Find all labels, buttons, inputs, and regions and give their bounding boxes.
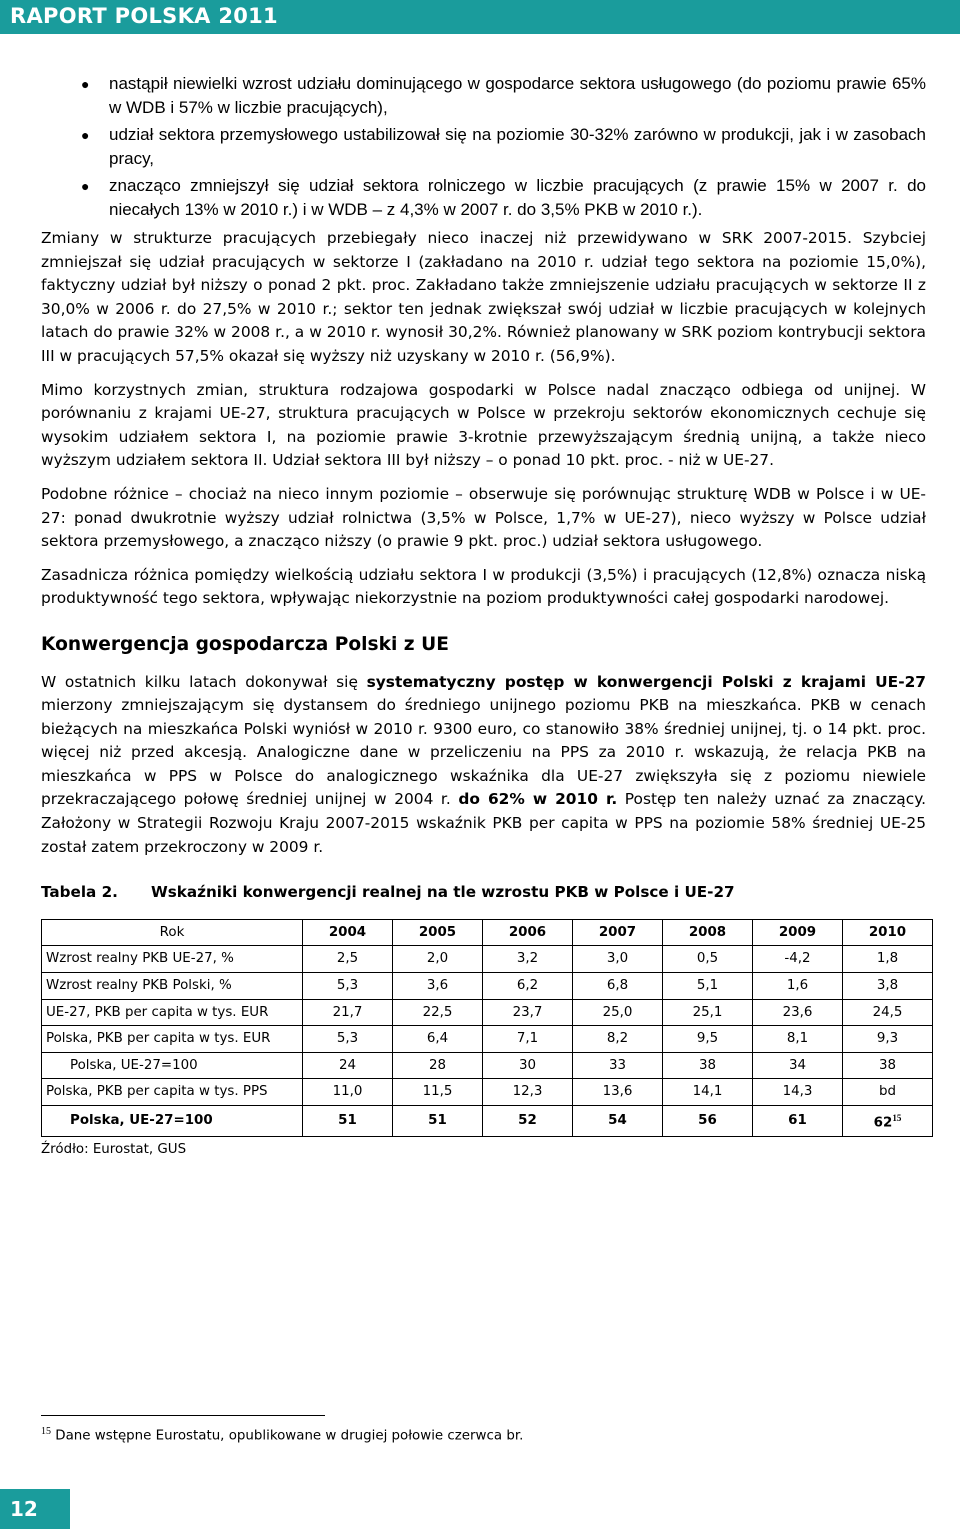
table-cell xyxy=(573,1079,663,1106)
cell-value: 38 xyxy=(878,1057,897,1073)
table-row xyxy=(42,973,933,1000)
text-run: Postęp ten należy uznać za znaczący. Założony w Strategii Rozwoju Kraju 2007-2015 wskaźnik PKB per capita w PPS na poziomie 58% średniej UE-25 został zatem przekroczony w 2009 r. xyxy=(41,790,926,856)
cell-value: 33 xyxy=(608,1057,627,1073)
table-cell xyxy=(663,946,753,973)
table-source: Źródło: Eurostat, GUS xyxy=(41,1142,187,1158)
table-title: Wskaźniki konwergencji realnej na tle wzrostu PKB w Polsce i UE-27 xyxy=(151,883,735,902)
cell-value: 14,3 xyxy=(782,1084,813,1100)
table-cell xyxy=(303,1026,393,1053)
table-cell xyxy=(573,1052,663,1079)
paragraph xyxy=(41,671,926,860)
table-cell xyxy=(663,1026,753,1053)
table-cell xyxy=(663,999,753,1026)
list-item xyxy=(41,72,926,120)
table-cell xyxy=(753,999,843,1026)
table-cell xyxy=(483,1052,573,1079)
cell-value: -4,2 xyxy=(784,951,811,967)
bold-text: systematyczny postęp w konwergencji Polski z krajami UE-27 xyxy=(366,672,926,691)
table-cell xyxy=(843,1079,933,1106)
cell-value: 7,1 xyxy=(516,1031,539,1047)
table-row xyxy=(42,946,933,973)
table-cell xyxy=(663,973,753,1000)
table-cell xyxy=(303,973,393,1000)
bullet-icon: ● xyxy=(81,76,90,92)
bullet-icon: ● xyxy=(81,178,90,194)
paragraph: Zmiany w strukturze pracujących przebiegały nieco inaczej niż przewidywano w SRK 2007-2015. Szybciej zmniejszał się udział pracujących w sektorze I (zakładano na 2010 r. udział tego sektora na poziomie 15,0%), faktyczny udział był niższy o ponad 2 pkt. proc. Zakładano także zmniejszenie udziału pracujących w sektorze II z 30,0% w 2006 r. do 27,5% w 2010 r.; sektor ten jednak zwiększał swój udział w liczbie pracujących w kolejnych latach do prawie 32% w 2008 r., a w 2010 r. wynosił 30,2%. Również planowany w SRK poziom kontrybucji sektora III w pracujących 57,5% okazał się wyższy niż uzyskany w 2010 r. (56,9%). xyxy=(41,229,926,365)
cell-value: 12,3 xyxy=(512,1084,543,1100)
table-cell xyxy=(303,999,393,1026)
cell-value: 54 xyxy=(608,1113,627,1129)
table-row xyxy=(42,1106,933,1137)
table-row xyxy=(42,999,933,1026)
cell-value: 23,6 xyxy=(782,1004,813,1020)
cell-value: 24 xyxy=(338,1057,357,1073)
cell-value: 34 xyxy=(788,1057,807,1073)
cell-value: 8,2 xyxy=(606,1031,629,1047)
header-cell: 2008 xyxy=(663,919,753,946)
cell-value: 6,8 xyxy=(606,978,629,994)
cell-value: 1,8 xyxy=(876,951,899,967)
cell-value: 28 xyxy=(428,1057,447,1073)
table-cell xyxy=(393,973,483,1000)
table-cell xyxy=(843,1026,933,1053)
table-cell xyxy=(483,1026,573,1053)
cell-value: 13,6 xyxy=(602,1084,633,1100)
cell-value: 30 xyxy=(518,1057,537,1073)
cell-value: 5,3 xyxy=(336,1031,359,1047)
cell-value: 6,2 xyxy=(516,978,539,994)
cell-value: 2,0 xyxy=(426,951,449,967)
footnote xyxy=(41,1426,523,1443)
header-cell: 2010 xyxy=(843,919,933,946)
header-bar xyxy=(0,0,960,34)
bullet-icon: ● xyxy=(81,127,90,143)
header-cell: 2006 xyxy=(483,919,573,946)
cell-value: 24,5 xyxy=(872,1004,903,1020)
document-body xyxy=(41,72,926,1162)
cell-value: 11,0 xyxy=(332,1084,363,1100)
table-cell xyxy=(393,1052,483,1079)
data-table xyxy=(41,919,933,1137)
bullet-text: udział sektora przemysłowego ustabilizował się na poziomie 30-32% zarówno w produkcji, jak i w zasobach pracy, xyxy=(109,125,926,168)
cell-value: bd xyxy=(879,1084,896,1100)
cell-value: 3,0 xyxy=(606,951,629,967)
cell-value: 56 xyxy=(698,1113,717,1129)
cell-value: 51 xyxy=(428,1113,447,1129)
row-label: UE-27, PKB per capita w tys. EUR xyxy=(42,999,303,1026)
cell-value: 38 xyxy=(698,1057,717,1073)
bullet-text: nastąpił niewielki wzrost udziału dominującego w gospodarce sektora usługowego (do poziomu prawie 65% w WDB i 57% w liczbie pracujących), xyxy=(109,74,926,117)
table-cell xyxy=(843,973,933,1000)
table-row xyxy=(42,1079,933,1106)
table-header-row xyxy=(42,919,933,946)
table-cell xyxy=(663,1079,753,1106)
row-label: Wzrost realny PKB UE-27, % xyxy=(42,946,303,973)
header-cell: Rok xyxy=(42,919,303,946)
table-cell xyxy=(303,1106,393,1137)
cell-value: 25,1 xyxy=(692,1004,723,1020)
table-row xyxy=(42,1026,933,1053)
cell-value: 22,5 xyxy=(422,1004,453,1020)
page-number-box xyxy=(0,1489,70,1529)
page-number: 12 xyxy=(10,1497,38,1521)
row-label: Polska, PKB per capita w tys. PPS xyxy=(42,1079,303,1106)
table-cell xyxy=(753,973,843,1000)
table-cell xyxy=(573,973,663,1000)
cell-value: 3,8 xyxy=(876,978,899,994)
cell-value: 14,1 xyxy=(692,1084,723,1100)
table-cell xyxy=(843,1106,933,1137)
table-cell xyxy=(393,1026,483,1053)
paragraph: Zasadnicza różnica pomiędzy wielkością udziału sektora I w produkcji (3,5%) i pracujących (12,8%) oznacza niską produktywność tego sektora, wpływając niekorzystnie na poziom produktywności całej gospodarki narodowej. xyxy=(41,565,926,608)
cell-value: 0,5 xyxy=(696,951,719,967)
cell-value: 9,5 xyxy=(696,1031,719,1047)
table-row xyxy=(42,1052,933,1079)
table-cell xyxy=(753,1079,843,1106)
table-cell xyxy=(843,946,933,973)
section-heading: Konwergencja gospodarcza Polski z UE xyxy=(41,633,449,655)
table-cell xyxy=(393,999,483,1026)
header-cell: 2009 xyxy=(753,919,843,946)
row-label: Polska, PKB per capita w tys. EUR xyxy=(42,1026,303,1053)
table-cell xyxy=(753,1052,843,1079)
row-label: Polska, UE-27=100 xyxy=(42,1052,303,1079)
cell-value: 1,6 xyxy=(786,978,809,994)
row-label: Wzrost realny PKB Polski, % xyxy=(42,973,303,1000)
paragraph: Mimo korzystnych zmian, struktura rodzajowa gospodarki w Polsce nadal znacząco odbiega od unijnej. W porównaniu z krajami UE-27, struktura pracujących w Polsce w przekroju sektorów ekonomicznych cechuje się wysokim udziałem sektora I, na poziomie prawie 3-krotnie przewyższającym średnią unijną, a także nieco wyższym udziałem sektora II. Udział sektora III był niższy – o ponad 10 pkt. proc. - niż w UE-27. xyxy=(41,380,926,470)
list-item xyxy=(41,174,926,222)
table-number: Tabela 2. xyxy=(41,883,118,902)
footnote-divider xyxy=(41,1415,325,1416)
table-cell xyxy=(303,946,393,973)
text-run: mierzony zmniejszającym się dystansem do średniego unijnego poziomu PKB na mieszkańca. PKB w cenach bieżących na mieszkańca Polski wyniósł w 2010 r. 9300 euro, co stanowiło 38% średniej unijnej, tj. o 14 pkt. proc. więcej niż przed akcesją. Analogiczne dane w przeliczeniu na PPS za 2010 r. wskazują, że relacja PKB na mieszkańca w PPS w Polsce do analogicznego wskaźnika dla UE-27 zwiększyła się z poziomu niewiele przekraczającego połowę średniej unijnej w 2004 r. xyxy=(41,696,926,809)
table-cell xyxy=(573,999,663,1026)
bullet-list xyxy=(41,72,926,222)
paragraph: Podobne różnice – chociaż na nieco innym poziomie – obserwuje się porównując strukturę WDB w Polsce i w UE-27: ponad dwukrotnie wyższy udział rolnictwa (3,5% w Polsce, 1,7% w UE-27), nieco wyższy w Polsce udział sektora przemysłowego, a znacząco niższy (o prawie 9 pkt. proc.) udział sektora usługowego. xyxy=(41,484,926,551)
cell-value: 8,1 xyxy=(786,1031,809,1047)
cell-value: 62 xyxy=(873,1115,893,1131)
cell-value: 23,7 xyxy=(512,1004,543,1020)
footnote-ref: 15 xyxy=(892,1113,902,1123)
cell-value: 5,1 xyxy=(696,978,719,994)
cell-value: 21,7 xyxy=(332,1004,363,1020)
table-cell xyxy=(393,1079,483,1106)
cell-value: 2,5 xyxy=(336,951,359,967)
cell-value: 3,2 xyxy=(516,951,539,967)
cell-value: 6,4 xyxy=(426,1031,449,1047)
table-cell xyxy=(753,1026,843,1053)
table-cell xyxy=(843,1052,933,1079)
cell-value: 51 xyxy=(338,1113,357,1129)
header-cell: 2004 xyxy=(303,919,393,946)
table-cell xyxy=(303,1079,393,1106)
cell-value: 9,3 xyxy=(876,1031,899,1047)
table-cell xyxy=(663,1052,753,1079)
table-cell xyxy=(483,999,573,1026)
bold-text: do 62% w 2010 r. xyxy=(458,790,618,809)
list-item xyxy=(41,123,926,171)
table-body xyxy=(42,946,933,1137)
table-cell xyxy=(483,973,573,1000)
bullet-text: znacząco zmniejszył się udział sektora rolniczego w liczbie pracujących (z prawie 15% w 2007 r. do niecałych 13% w 2010 r.) i w WDB – z 4,3% w 2007 r. do 3,5% PKB w 2010 r.). xyxy=(109,176,926,219)
cell-value: 3,6 xyxy=(426,978,449,994)
table-cell xyxy=(753,946,843,973)
footnote-number: 15 xyxy=(41,1426,51,1437)
table-cell xyxy=(483,1079,573,1106)
table-cell xyxy=(753,1106,843,1137)
text-run: W ostatnich kilku latach dokonywał się xyxy=(41,672,367,691)
table-cell xyxy=(573,1106,663,1137)
table-cell xyxy=(573,1026,663,1053)
header-cell: 2005 xyxy=(393,919,483,946)
table-cell xyxy=(573,946,663,973)
cell-value: 5,3 xyxy=(336,978,359,994)
header-cell: 2007 xyxy=(573,919,663,946)
cell-value: 61 xyxy=(788,1113,807,1129)
table-cell xyxy=(483,1106,573,1137)
table-cell xyxy=(483,946,573,973)
cell-value: 11,5 xyxy=(422,1084,453,1100)
table-cell xyxy=(393,946,483,973)
table-cell xyxy=(303,1052,393,1079)
table-cell xyxy=(843,999,933,1026)
cell-value: 52 xyxy=(518,1113,537,1129)
footnote-text: Dane wstępne Eurostatu, opublikowane w drugiej połowie czerwca br. xyxy=(55,1428,524,1444)
table-caption xyxy=(41,881,926,905)
table-cell xyxy=(663,1106,753,1137)
cell-value: 25,0 xyxy=(602,1004,633,1020)
report-title: RAPORT POLSKA 2011 xyxy=(10,4,278,28)
row-label: Polska, UE-27=100 xyxy=(42,1106,303,1137)
table-cell xyxy=(393,1106,483,1137)
